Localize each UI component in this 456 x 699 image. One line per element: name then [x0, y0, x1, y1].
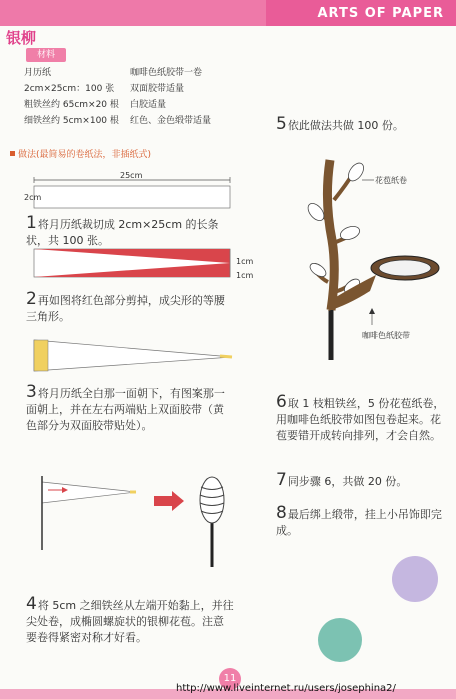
step-6 [276, 394, 448, 444]
page-title: 银柳 [6, 29, 37, 47]
decor-circle-teal [318, 618, 362, 662]
material-value-4: 红色、金色缎带适量 [130, 116, 212, 126]
step-3-num: 3 [26, 382, 37, 402]
material-name-2: 2cm×25cm：100 张 [24, 84, 115, 94]
step-1-num: 1 [26, 213, 37, 233]
dim-1cm-label: 1cm [236, 257, 254, 266]
step-4-num: 4 [26, 594, 37, 614]
step-5 [276, 116, 446, 134]
step-8-num: 8 [276, 503, 287, 523]
step-2 [26, 291, 232, 325]
step-1-text: 将月历纸裁切成 2cm×25cm 的长条状，共 100 张。 [26, 218, 219, 247]
header-title: ARTS OF PAPER [317, 6, 444, 21]
brown-tape-label: 咖啡色纸胶带 [362, 331, 410, 340]
dim-1cm-label-2: 1cm [236, 271, 254, 280]
step-7-num: 7 [276, 470, 287, 490]
step-6-num: 6 [276, 392, 287, 412]
step-1 [26, 215, 232, 249]
step-5-text: 依此做法共做 100 份。 [287, 119, 404, 132]
step-8 [276, 505, 448, 539]
step-3 [26, 384, 232, 434]
step-2-text: 再如图将红色部分剪掉，成尖形的等腰三角形。 [26, 294, 225, 323]
step-6-text: 取 1 枝粗铁丝，5 份花苞纸卷，用咖啡色纸胶带如图包卷起来。花苞要错开成转向排列，才会自然。 [276, 397, 445, 442]
step-4-text: 将 5cm 之细铁丝从左端开始黏上，并往尖处卷，成椭圆螺旋状的银柳花苞。注意要卷得紧密对称才好看。 [26, 599, 234, 644]
material-name-1: 月历纸 [24, 68, 52, 78]
page-number: 11 [219, 668, 241, 690]
material-value-1: 咖啡色纸胶带一卷 [130, 68, 203, 78]
material-name-3: 粗铁丝约 65cm×20 根 [24, 100, 119, 110]
watermark-url: http://www.liveinternet.ru/users/josephina2/ [176, 683, 396, 694]
step-3-text: 将月历纸全白那一面朝下，有图案那一面朝上，并在左右两端贴上双面胶带（黄色部分为双面胶带贴处）。 [26, 387, 225, 432]
material-name-4: 细铁丝约 5cm×100 根 [24, 116, 119, 126]
materials-badge: 材料 [26, 48, 66, 62]
step-2-num: 2 [26, 289, 37, 309]
material-value-3: 白胶适量 [130, 100, 167, 110]
dim-width-label: 25cm [120, 171, 143, 180]
step-7-text: 同步骤 6，共做 20 份。 [287, 475, 408, 488]
method-heading-text: 做法(最简易的卷纸法，非插纸式) [18, 150, 152, 160]
step-5-num: 5 [276, 114, 287, 134]
dim-height-label: 2cm [24, 193, 42, 202]
paper-roll-label: 花苞纸卷 [375, 176, 407, 185]
decor-circle-lavender [392, 556, 438, 602]
step-4 [26, 596, 234, 646]
material-value-2: 双面胶带适量 [130, 84, 185, 94]
step-8-text: 最后绑上缎带，挂上小吊饰即完成。 [276, 508, 442, 537]
step-7 [276, 472, 446, 490]
